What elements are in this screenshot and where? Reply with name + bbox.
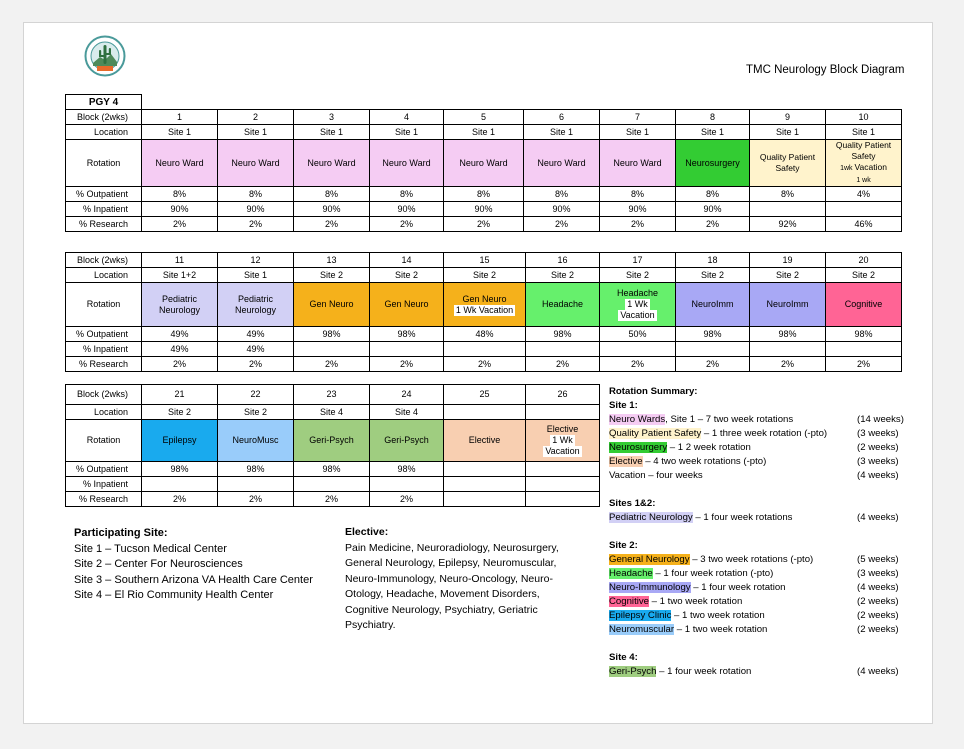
inpatient-cell: 90%	[444, 202, 524, 217]
block-number: 2	[218, 110, 294, 125]
research-cell: 2%	[294, 492, 370, 507]
location-cell: Site 1	[370, 125, 444, 140]
block-number: 3	[294, 110, 370, 125]
block-number: 15	[444, 253, 526, 268]
row-label-outpatient: % Outpatient	[66, 462, 142, 477]
rotation-cell: Epilepsy	[142, 420, 218, 462]
row-label-research: % Research	[66, 217, 142, 232]
location-cell: Site 2	[444, 268, 526, 283]
location-cell: Site 2	[294, 268, 370, 283]
block-table-2	[65, 252, 902, 372]
summary-item-weeks: (2 weeks)	[857, 610, 899, 621]
rotation-cell: Pediatric Neurology	[142, 283, 218, 327]
location-cell: Site 1	[294, 125, 370, 140]
summary-item-desc: – 4 two week rotations (-pto)	[642, 456, 767, 467]
block-number: 21	[142, 385, 218, 405]
summary-item-name: Neuro-Immunology	[609, 582, 691, 593]
research-cell: 46%	[826, 217, 902, 232]
outpatient-cell: 8%	[444, 187, 524, 202]
rotation-cell: Gen Neuro	[370, 283, 444, 327]
research-cell: 2%	[750, 357, 826, 372]
location-cell: Site 4	[370, 405, 444, 420]
summary-item	[609, 553, 909, 567]
summary-heading: Sites 1&2:	[609, 498, 656, 509]
row-label-location: Location	[66, 268, 142, 283]
rotation-cell: Gen Neuro 1 Wk Vacation	[444, 283, 526, 327]
elective-section	[345, 525, 585, 634]
summary-item	[609, 413, 909, 427]
research-cell: 2%	[218, 217, 294, 232]
inpatient-cell	[676, 342, 750, 357]
outpatient-cell: 8%	[524, 187, 600, 202]
rotation-cell: Elective	[444, 420, 526, 462]
location-cell: Site 1	[826, 125, 902, 140]
site-item: Site 2 – Center For Neurosciences	[74, 558, 243, 570]
block-number: 20	[826, 253, 902, 268]
block-number: 24	[370, 385, 444, 405]
block-number: 19	[750, 253, 826, 268]
block-number: 1	[142, 110, 218, 125]
rotation-cell: Elective 1 Wk Vacation	[526, 420, 600, 462]
outpatient-cell	[444, 462, 526, 477]
inpatient-cell	[600, 342, 676, 357]
research-cell: 2%	[370, 217, 444, 232]
research-cell: 2%	[676, 357, 750, 372]
block-number: 9	[750, 110, 826, 125]
block-table-3	[65, 384, 600, 507]
location-cell: Site 2	[676, 268, 750, 283]
inpatient-cell: 90%	[294, 202, 370, 217]
block-number: 11	[142, 253, 218, 268]
block-number: 12	[218, 253, 294, 268]
location-cell: Site 1	[600, 125, 676, 140]
inpatient-cell	[444, 477, 526, 492]
summary-item	[609, 441, 909, 455]
rotation-cell: Quality Patient Safety 1wk Vacation 1 wk	[826, 140, 902, 187]
inpatient-cell	[826, 202, 902, 217]
research-cell: 2%	[526, 357, 600, 372]
location-cell: Site 2	[600, 268, 676, 283]
research-cell: 2%	[600, 217, 676, 232]
summary-item-name: Neuro Wards	[609, 414, 666, 425]
research-cell: 2%	[524, 217, 600, 232]
outpatient-cell: 98%	[750, 327, 826, 342]
summary-item-weeks: (2 weeks)	[857, 442, 899, 453]
block-number: 14	[370, 253, 444, 268]
outpatient-cell: 98%	[294, 462, 370, 477]
row-label-block: Block (2wks)	[66, 385, 142, 405]
outpatient-cell: 49%	[142, 327, 218, 342]
research-cell: 92%	[750, 217, 826, 232]
research-cell: 2%	[142, 357, 218, 372]
inpatient-cell	[294, 342, 370, 357]
row-label-outpatient: % Outpatient	[66, 327, 142, 342]
row-label-rotation: Rotation	[66, 420, 142, 462]
outpatient-cell: 98%	[294, 327, 370, 342]
research-cell: 2%	[142, 217, 218, 232]
location-cell: Site 2	[218, 405, 294, 420]
summary-item-desc: – 1 four week rotation	[656, 666, 752, 677]
row-label-block: Block (2wks)	[66, 253, 142, 268]
participating-sites	[74, 526, 313, 604]
summary-item-name: Headache	[609, 568, 653, 579]
rotation-cell: Neuro Ward	[600, 140, 676, 187]
summary-item-name: Epilepsy Clinic	[609, 610, 672, 621]
summary-item-name: Neurosurgery	[609, 442, 668, 453]
row-label-rotation: Rotation	[66, 140, 142, 187]
row-label-rotation: Rotation	[66, 283, 142, 327]
summary-item	[609, 427, 909, 441]
elective-text: Pain Medicine, Neuroradiology, Neurosurgery, General Neurology, Epilepsy, Neuromuscular, Neuro-Immunology, Neuro-Oncology, Neuro-Otology, Headache, Movement Disorders, Cognitive Neurology, Psychiatry, Geriatric Psychiatry.	[345, 541, 559, 631]
outpatient-cell: 8%	[142, 187, 218, 202]
summary-item-desc: – 1 two week rotation	[674, 624, 768, 635]
summary-item-desc: , Site 1 – 7 two week rotations	[665, 414, 794, 425]
summary-item-weeks: (5 weeks)	[857, 554, 899, 565]
summary-item-name: Neuromuscular	[609, 624, 675, 635]
inpatient-cell	[218, 477, 294, 492]
rotation-cell: Pediatric Neurology	[218, 283, 294, 327]
rotation-cell: Neuro Ward	[370, 140, 444, 187]
inpatient-cell	[750, 342, 826, 357]
rotation-cell: Neuro Ward	[444, 140, 524, 187]
summary-item	[609, 595, 909, 609]
block-number: 26	[526, 385, 600, 405]
rotation-summary	[609, 385, 909, 679]
summary-item-weeks: (4 weeks)	[857, 666, 899, 677]
summary-item-weeks: (4 weeks)	[857, 582, 899, 593]
summary-heading: Site 2:	[609, 540, 638, 551]
summary-item-desc: – 1 two week rotation	[671, 610, 765, 621]
elective-title: Elective:	[345, 526, 389, 538]
rotation-cell: Geri-Psych	[370, 420, 444, 462]
outpatient-cell: 49%	[218, 327, 294, 342]
site-item: Site 4 – El Rio Community Health Center	[74, 589, 274, 601]
outpatient-cell: 98%	[142, 462, 218, 477]
site-item: Site 1 – Tucson Medical Center	[74, 542, 227, 555]
program-seal-icon	[84, 35, 126, 77]
outpatient-cell	[526, 462, 600, 477]
inpatient-cell: 90%	[600, 202, 676, 217]
summary-item-weeks: (2 weeks)	[857, 596, 899, 607]
outpatient-cell: 8%	[218, 187, 294, 202]
rotation-cell: Cognitive	[826, 283, 902, 327]
outpatient-cell: 48%	[444, 327, 526, 342]
rotation-cell: Neuro Ward	[142, 140, 218, 187]
location-cell: Site 2	[826, 268, 902, 283]
outpatient-cell: 98%	[826, 327, 902, 342]
summary-item-desc: – 1 four week rotations	[692, 512, 793, 523]
summary-item-weeks: (4 weeks)	[857, 470, 899, 481]
research-cell: 2%	[826, 357, 902, 372]
rotation-cell: Quality Patient Safety	[750, 140, 826, 187]
location-cell: Site 1	[218, 268, 294, 283]
research-cell: 2%	[294, 217, 370, 232]
location-cell: Site 2	[142, 405, 218, 420]
row-label-block: Block (2wks)	[66, 110, 142, 125]
outpatient-cell: 4%	[826, 187, 902, 202]
summary-item-name: Quality Patient Safety	[609, 428, 702, 439]
outpatient-cell: 98%	[370, 327, 444, 342]
row-label-inpatient: % Inpatient	[66, 342, 142, 357]
summary-item-weeks: (2 weeks)	[857, 624, 899, 635]
summary-item-desc: – 1 2 week rotation	[667, 442, 751, 453]
inpatient-cell	[370, 342, 444, 357]
row-label-outpatient: % Outpatient	[66, 187, 142, 202]
document-page	[23, 22, 933, 724]
rotation-cell: NeuroMusc	[218, 420, 294, 462]
outpatient-cell: 98%	[218, 462, 294, 477]
summary-item	[609, 511, 909, 525]
inpatient-cell	[294, 477, 370, 492]
research-cell: 2%	[370, 357, 444, 372]
summary-item-name: Elective	[609, 456, 643, 467]
inpatient-cell: 49%	[218, 342, 294, 357]
block-number: 23	[294, 385, 370, 405]
block-number: 10	[826, 110, 902, 125]
row-label-research: % Research	[66, 492, 142, 507]
summary-item-weeks: (3 weeks)	[857, 456, 899, 467]
summary-item-desc: – 3 two week rotations (-pto)	[689, 554, 814, 565]
research-cell: 2%	[218, 492, 294, 507]
inpatient-cell	[142, 477, 218, 492]
rotation-cell: NeuroImm	[750, 283, 826, 327]
rotation-cell: Geri-Psych	[294, 420, 370, 462]
research-cell: 2%	[142, 492, 218, 507]
location-cell	[444, 405, 526, 420]
outpatient-cell: 8%	[370, 187, 444, 202]
rotation-cell: Headache	[526, 283, 600, 327]
summary-item-desc: – 1 four week rotation (-pto)	[652, 568, 774, 579]
block-table-1	[65, 94, 902, 232]
location-cell: Site 1+2	[142, 268, 218, 283]
outpatient-cell: 98%	[526, 327, 600, 342]
summary-item-desc: – 1 two week rotation	[649, 596, 743, 607]
outpatient-cell: 50%	[600, 327, 676, 342]
row-label-inpatient: % Inpatient	[66, 477, 142, 492]
inpatient-cell	[444, 342, 526, 357]
block-number: 6	[524, 110, 600, 125]
summary-item-name: Cognitive	[609, 596, 649, 607]
rotation-cell: Neuro Ward	[524, 140, 600, 187]
inpatient-cell: 90%	[524, 202, 600, 217]
research-cell: 2%	[294, 357, 370, 372]
block-number: 17	[600, 253, 676, 268]
research-cell: 2%	[444, 217, 524, 232]
research-cell: 2%	[370, 492, 444, 507]
inpatient-cell	[370, 477, 444, 492]
inpatient-cell: 49%	[142, 342, 218, 357]
row-label-location: Location	[66, 125, 142, 140]
location-cell: Site 1	[218, 125, 294, 140]
location-cell: Site 2	[750, 268, 826, 283]
outpatient-cell: 8%	[600, 187, 676, 202]
research-cell	[444, 492, 526, 507]
pgy-label: PGY 4	[66, 95, 142, 110]
row-label-location: Location	[66, 405, 142, 420]
outpatient-cell: 8%	[294, 187, 370, 202]
summary-item-weeks: (4 weeks)	[857, 512, 899, 523]
block-number: 18	[676, 253, 750, 268]
location-cell: Site 1	[676, 125, 750, 140]
research-cell: 2%	[676, 217, 750, 232]
row-label-research: % Research	[66, 357, 142, 372]
inpatient-cell	[526, 342, 600, 357]
research-cell	[526, 492, 600, 507]
rotation-cell: Gen Neuro	[294, 283, 370, 327]
summary-item	[609, 469, 909, 483]
rotation-cell: Headache 1 Wk Vacation	[600, 283, 676, 327]
location-cell: Site 1	[142, 125, 218, 140]
outpatient-cell: 8%	[750, 187, 826, 202]
inpatient-cell	[750, 202, 826, 217]
summary-item-weeks: (3 weeks)	[857, 568, 899, 579]
row-label-inpatient: % Inpatient	[66, 202, 142, 217]
rotation-cell: NeuroImm	[676, 283, 750, 327]
summary-item	[609, 567, 909, 581]
rotation-cell: Neuro Ward	[294, 140, 370, 187]
summary-item-name: Vacation – four weeks	[609, 470, 703, 481]
location-cell: Site 1	[444, 125, 524, 140]
inpatient-cell	[526, 477, 600, 492]
summary-item-name: Geri-Psych	[609, 666, 657, 677]
summary-item-desc: – 1 four week rotation	[690, 582, 786, 593]
outpatient-cell: 8%	[676, 187, 750, 202]
location-cell: Site 2	[526, 268, 600, 283]
inpatient-cell	[826, 342, 902, 357]
outpatient-cell: 98%	[676, 327, 750, 342]
location-cell: Site 1	[750, 125, 826, 140]
block-number: 25	[444, 385, 526, 405]
inpatient-cell: 90%	[370, 202, 444, 217]
location-cell: Site 4	[294, 405, 370, 420]
summary-heading: Site 4:	[609, 652, 638, 663]
location-cell	[526, 405, 600, 420]
inpatient-cell: 90%	[218, 202, 294, 217]
site-item: Site 3 – Southern Arizona VA Health Care Center	[74, 573, 313, 586]
research-cell: 2%	[218, 357, 294, 372]
block-number: 4	[370, 110, 444, 125]
summary-item	[609, 609, 909, 623]
summary-item-desc: – 1 three week rotation (-pto)	[701, 428, 828, 439]
block-number: 13	[294, 253, 370, 268]
summary-item	[609, 455, 909, 469]
block-number: 5	[444, 110, 524, 125]
location-cell: Site 1	[524, 125, 600, 140]
summary-heading: Site 1:	[609, 400, 638, 411]
participating-title: Participating Site:	[74, 527, 168, 539]
summary-item	[609, 581, 909, 595]
summary-item-name: Pediatric Neurology	[609, 512, 693, 523]
research-cell: 2%	[600, 357, 676, 372]
block-number: 16	[526, 253, 600, 268]
block-number: 7	[600, 110, 676, 125]
location-cell: Site 2	[370, 268, 444, 283]
document-title: TMC Neurology Block Diagram	[746, 64, 905, 76]
summary-item	[609, 665, 909, 679]
block-number: 8	[676, 110, 750, 125]
summary-title: Rotation Summary:	[609, 386, 698, 397]
summary-item-weeks: (3 weeks)	[857, 428, 899, 439]
inpatient-cell: 90%	[676, 202, 750, 217]
inpatient-cell: 90%	[142, 202, 218, 217]
rotation-cell: Neuro Ward	[218, 140, 294, 187]
outpatient-cell: 98%	[370, 462, 444, 477]
block-number: 22	[218, 385, 294, 405]
research-cell: 2%	[444, 357, 526, 372]
rotation-cell: Neurosurgery	[676, 140, 750, 187]
summary-item-weeks: (14 weeks)	[857, 414, 904, 425]
summary-item	[609, 623, 909, 637]
summary-item-name: General Neurology	[609, 554, 690, 565]
